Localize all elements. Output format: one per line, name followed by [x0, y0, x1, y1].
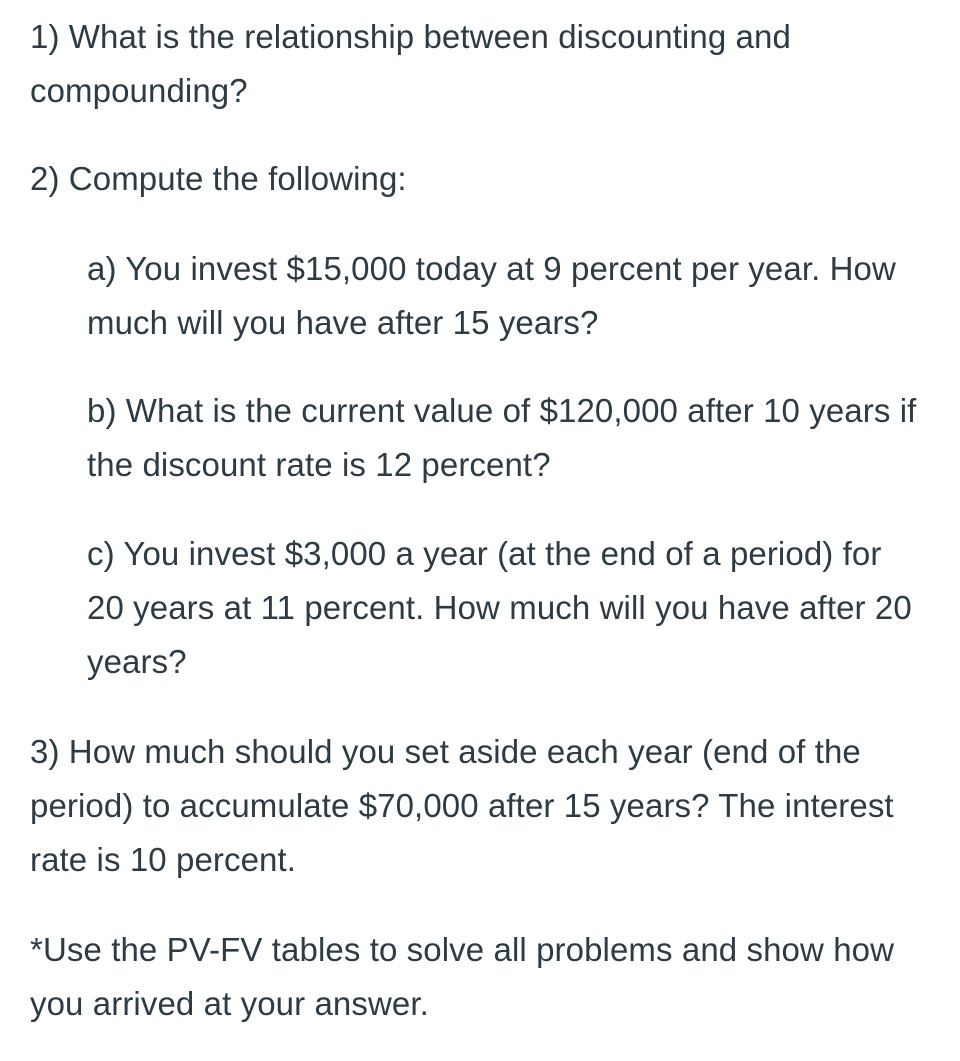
- question-1: 1) What is the relationship between discounting and compounding?: [30, 18, 791, 109]
- question-2a: a) You invest $15,000 today at 9 percent per year. How much will you have after 15 years?: [87, 250, 896, 341]
- question-2c: c) You invest $3,000 a year (at the end of a period) for 20 years at 11 percent. How much will you have after 20 years?: [87, 535, 912, 680]
- question-2-parts: [30, 242, 926, 689]
- question-2: 2) Compute the following:: [30, 160, 407, 197]
- instruction-note: *Use the PV-FV tables to solve all problems and show how you arrived at your answer.: [30, 931, 895, 1022]
- question-2b: b) What is the current value of $120,000 after 10 years if the discount rate is 12 percent?: [87, 392, 917, 483]
- question-3: 3) How much should you set aside each year (end of the period) to accumulate $70,000 after 15 years? The interest rate is 10 percent.: [30, 733, 894, 878]
